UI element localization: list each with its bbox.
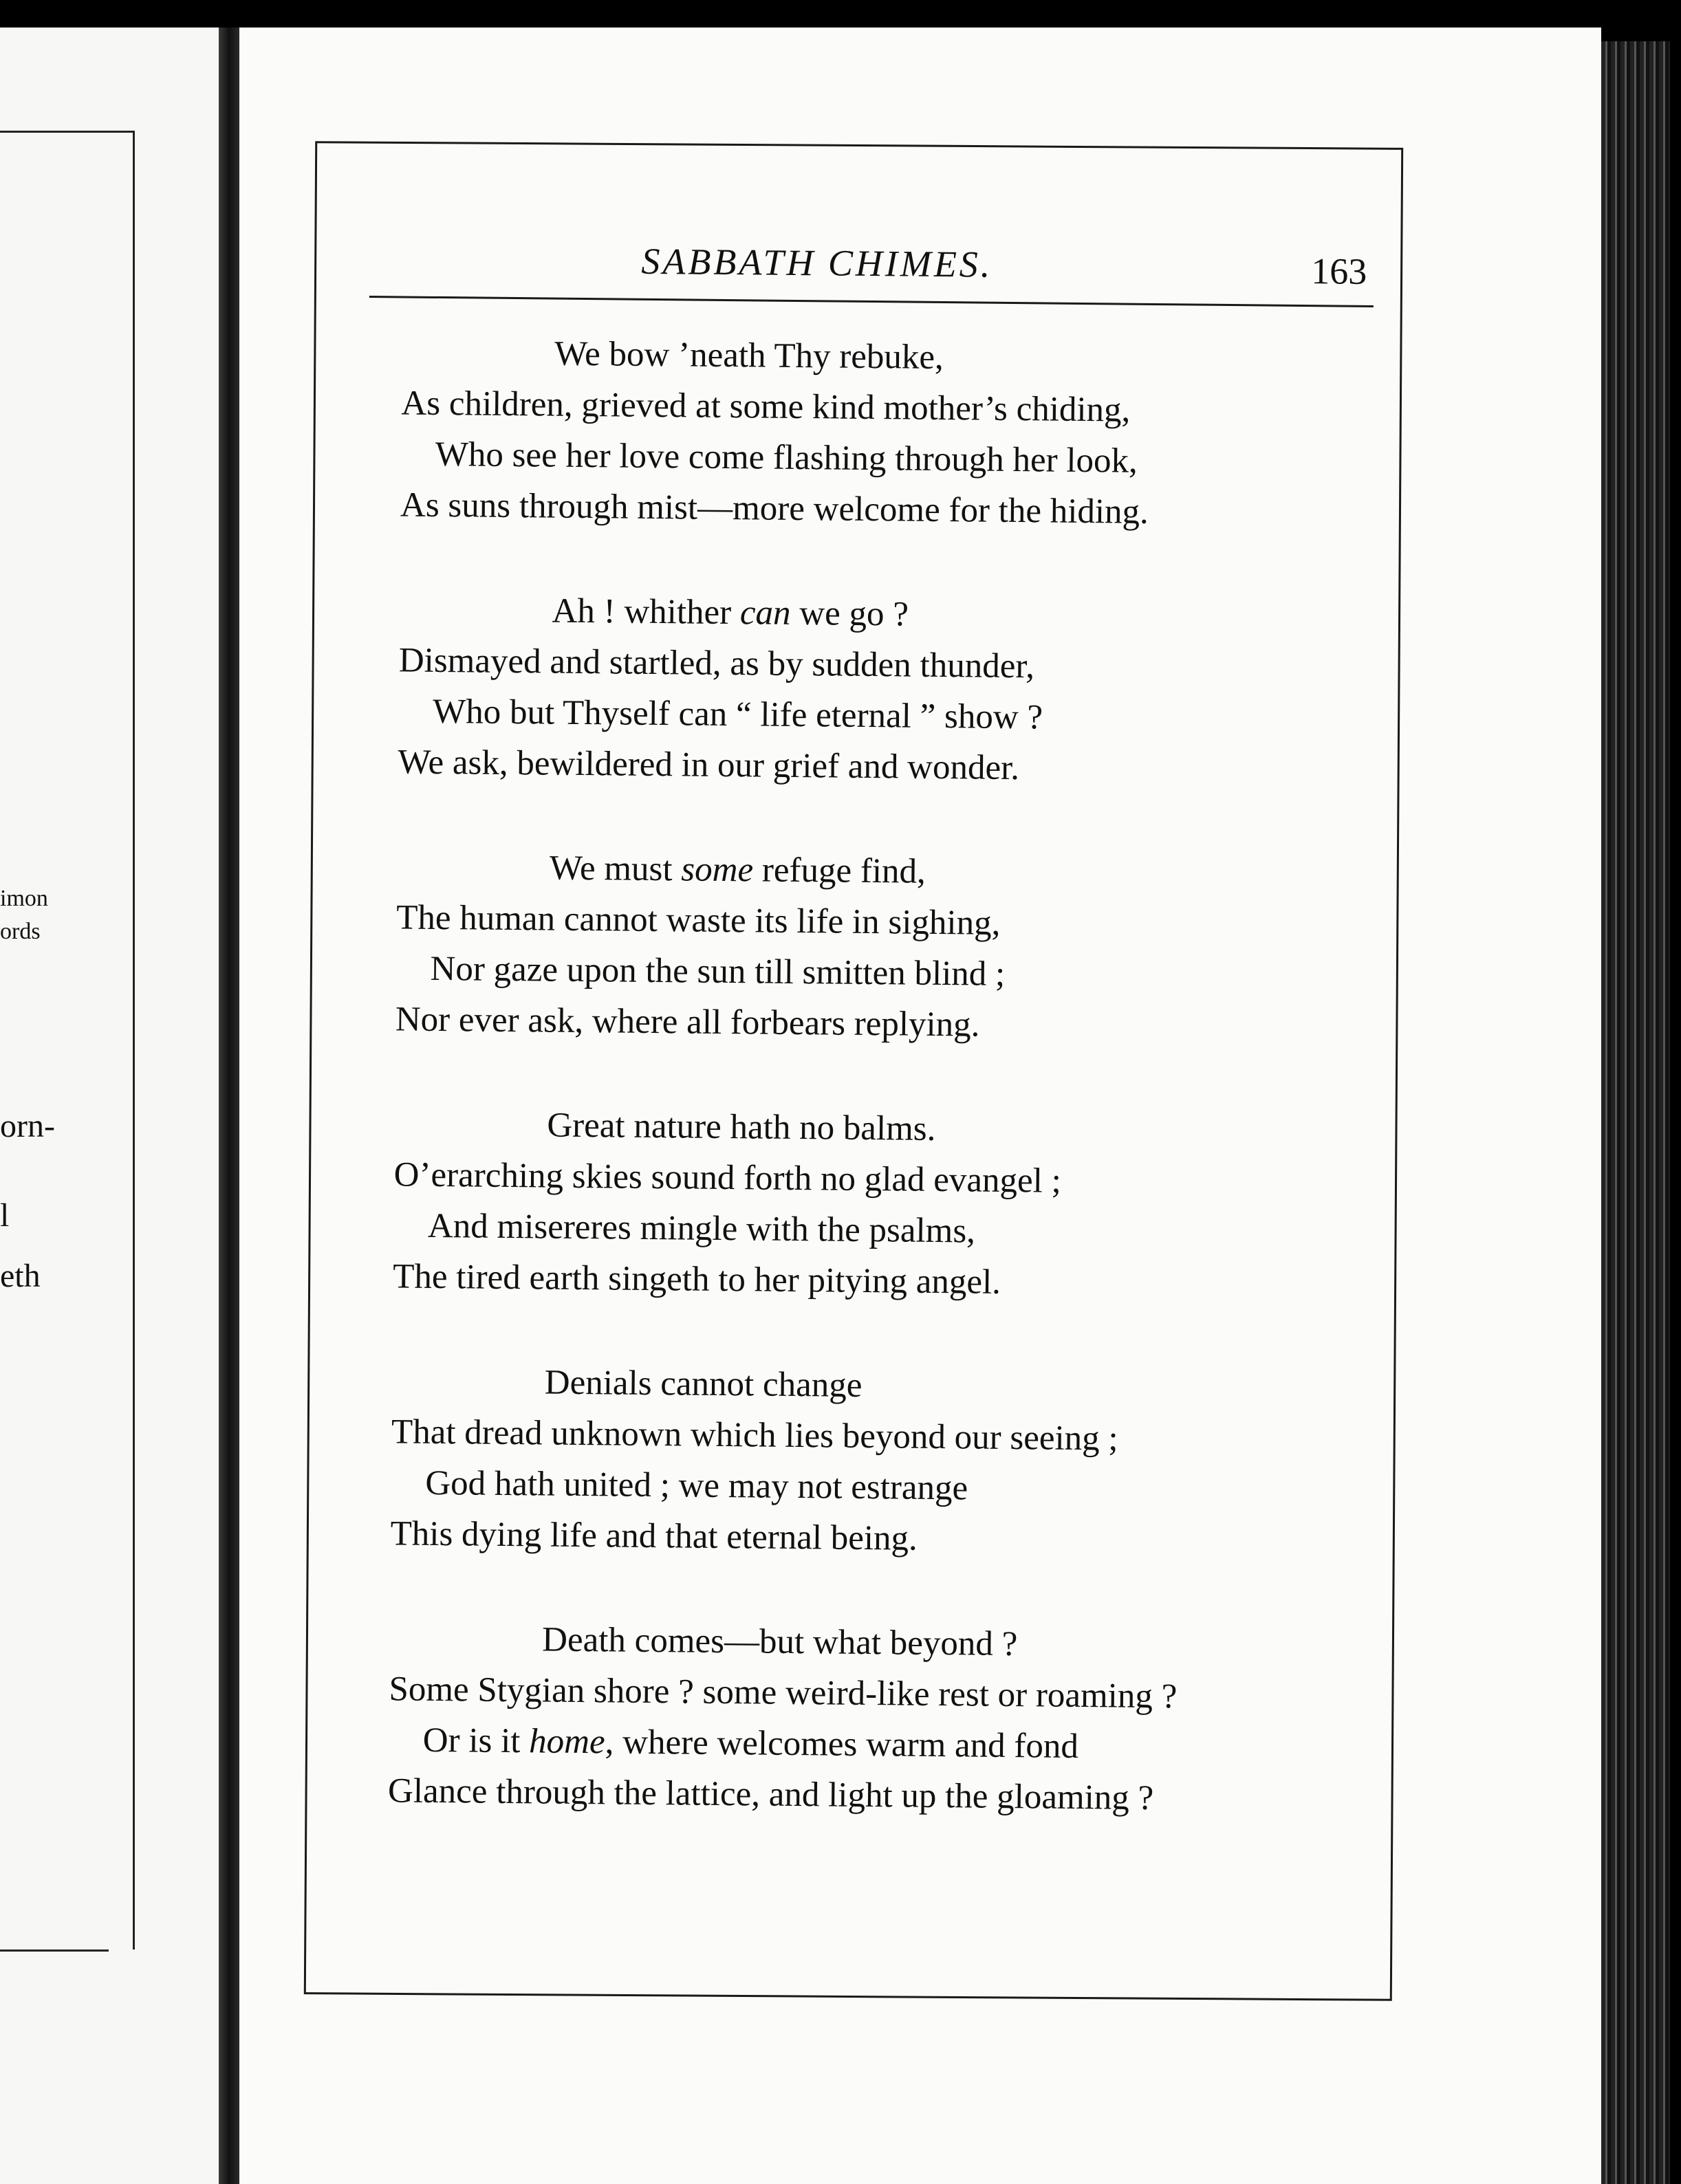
running-head (369, 220, 1374, 307)
poem-line: Nor gaze upon the sun till smitten blind ; (430, 949, 1006, 994)
left-page-text-fragment: imon (0, 886, 48, 911)
poem-line: Nor ever ask, where all forbears replying. (395, 1000, 980, 1045)
left-page-frame-bottom-rule (0, 1950, 109, 1952)
poem-line: We bow ’neath Thy rebuke, (554, 334, 944, 378)
poem-line: Great nature hath no balms. (547, 1106, 936, 1148)
poem-line: God hath united ; we may not estrange (425, 1463, 968, 1508)
poem-line: We must some refuge find, (549, 849, 926, 891)
stanza (355, 1613, 1361, 1826)
poem-line: O’erarching skies sound forth no glad evangel ; (393, 1155, 1062, 1201)
poem-line: Or is it home, where welcomes warm and fond (422, 1721, 1079, 1766)
poem-line: Dismayed and startled, as by sudden thunder, (398, 641, 1035, 686)
poem-line: Ah ! whither can we go ? (552, 591, 909, 634)
poem-line: We ask, bewildered in our grief and wonder. (398, 743, 1020, 788)
poem-line: Denials cannot change (544, 1363, 863, 1405)
poem-line: The tired earth singeth to her pitying angel. (392, 1257, 1001, 1302)
left-page-text-fragment: ords (0, 919, 41, 944)
page-number: 163 (1311, 250, 1367, 292)
poem-line: Who but Thyself can “ life eternal ” show ? (432, 692, 1043, 737)
stanza (360, 1098, 1366, 1311)
left-page-text-fragment: orn- (0, 1108, 55, 1144)
poem-line: Death comes—but what beyond ? (541, 1620, 1018, 1664)
poem-line: Some Stygian shore ? some weird-like rest or roaming ? (389, 1670, 1178, 1716)
poem-line: This dying life and that eternal being. (390, 1514, 918, 1558)
left-facing-page (0, 28, 219, 2184)
page-edge-stack (1601, 41, 1670, 2184)
page-content (354, 220, 1374, 1879)
stanza (362, 841, 1368, 1054)
stanza (357, 1355, 1363, 1569)
left-page-text-fragment: l (0, 1197, 10, 1234)
stanza (367, 327, 1374, 540)
poem-line: That dread unknown which lies beyond our seeing ; (391, 1412, 1118, 1459)
right-page (239, 28, 1601, 2184)
book-gutter (219, 28, 239, 2184)
poem-line: Glance through the lattice, and light up the gloaming ? (387, 1771, 1154, 1818)
poem-line: Who see her love come flashing through her look, (435, 435, 1138, 481)
stanza (365, 584, 1371, 797)
left-page-frame-top-rule (0, 131, 134, 133)
poem (355, 327, 1374, 1826)
poem-line: As suns through mist—more welcome for the hiding. (400, 485, 1149, 532)
left-page-frame-right-rule (133, 131, 135, 1950)
running-title: SABBATH CHIMES. (641, 240, 993, 285)
poem-line: The human cannot waste its life in sighing, (395, 898, 1001, 943)
poem-line: And misereres mingle with the psalms, (427, 1206, 976, 1251)
poem-line: As children, grieved at some kind mother’s chiding, (401, 384, 1131, 430)
left-page-text-fragment: eth (0, 1258, 41, 1294)
